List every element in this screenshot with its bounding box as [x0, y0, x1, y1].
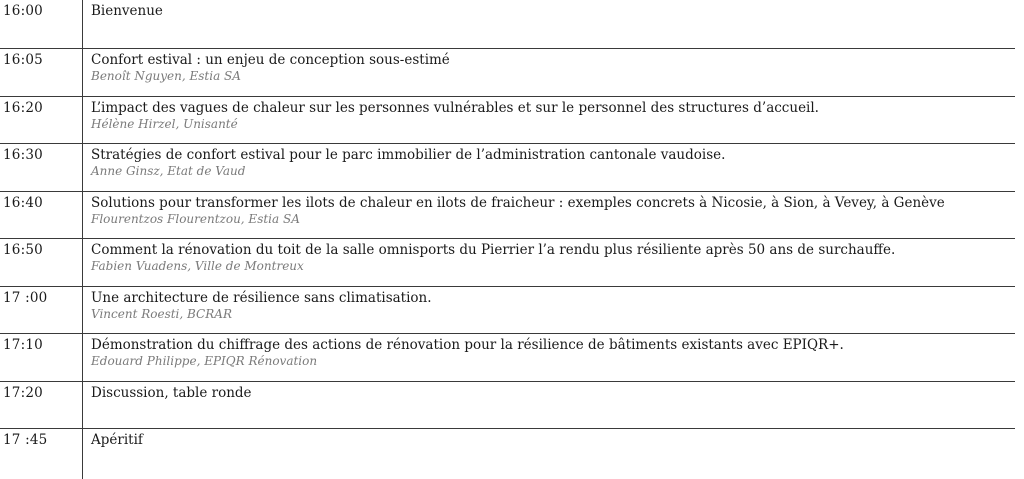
schedule-row: [0, 382, 1015, 430]
session-speaker: Vincent Roesti, BCRAR: [91, 306, 232, 321]
session-speaker: Hélène Hirzel, Unisanté: [91, 116, 238, 131]
session-title: Apéritif: [91, 432, 143, 448]
schedule-row: [0, 0, 1015, 49]
schedule-row: [0, 144, 1015, 192]
session-speaker: Flourentzos Flourentzou, Estia SA: [91, 211, 300, 226]
session-title: Comment la rénovation du toit de la salle omnisports du Pierrier l’a rendu plus résiliente après 50 ans de surchauffe.: [91, 242, 896, 258]
session-title: L’impact des vagues de chaleur sur les personnes vulnérables et sur le personnel des structures d’accueil.: [91, 99, 819, 116]
row-content: [91, 385, 1011, 401]
row-content: [91, 290, 1011, 322]
session-speaker: Anne Ginsz, Etat de Vaud: [91, 164, 246, 178]
row-content: [91, 3, 1011, 19]
schedule-row: [0, 429, 1015, 479]
schedule-row: [0, 97, 1015, 145]
session-title: Confort estival : un enjeu de conception sous-estimé: [91, 52, 450, 68]
row-time: 16:50: [3, 242, 43, 258]
row-content: [91, 52, 1011, 84]
session-speaker: Edouard Philippe, EPIQR Rénovation: [91, 354, 318, 368]
row-time: 17 :45: [3, 432, 48, 448]
schedule-row: [0, 192, 1015, 240]
row-time: 17 :00: [3, 289, 48, 306]
schedule-row: [0, 287, 1015, 335]
row-content: [91, 242, 1011, 274]
schedule-row: [0, 49, 1015, 97]
row-time: 16:40: [3, 194, 43, 211]
row-content: [91, 100, 1011, 132]
row-time: 16:20: [3, 99, 43, 116]
row-content: [91, 432, 1011, 448]
row-content: [91, 337, 1011, 369]
column-divider: [82, 0, 83, 48]
column-divider: [82, 287, 83, 334]
session-title: Une architecture de résilience sans climatisation.: [91, 289, 432, 306]
row-content: [91, 147, 1011, 179]
column-divider: [82, 97, 83, 144]
column-divider: [82, 382, 83, 429]
schedule-row: [0, 334, 1015, 382]
column-divider: [82, 49, 83, 96]
row-content: [91, 195, 1011, 227]
session-title: Bienvenue: [91, 3, 163, 19]
session-title: Démonstration du chiffrage des actions de rénovation pour la résilience de bâtiments existants avec EPIQR+.: [91, 337, 844, 353]
row-time: 16:00: [3, 3, 43, 19]
column-divider: [82, 429, 83, 479]
row-time: 17:10: [3, 337, 43, 353]
schedule-row: [0, 239, 1015, 287]
row-time: 16:30: [3, 147, 43, 163]
column-divider: [82, 239, 83, 286]
session-title: Solutions pour transformer les ilots de chaleur en ilots de fraicheur : exemples concrets à Nicosie, à Sion, à Vevey, à Genève: [91, 194, 945, 211]
session-title: Discussion, table ronde: [91, 384, 252, 401]
session-speaker: Benoît Nguyen, Estia SA: [91, 69, 241, 83]
row-time: 17:20: [3, 384, 43, 401]
row-time: 16:05: [3, 52, 43, 68]
session-title: Stratégies de confort estival pour le parc immobilier de l’administration cantonale vaudoise.: [91, 147, 726, 163]
session-speaker: Fabien Vuadens, Ville de Montreux: [91, 259, 304, 273]
column-divider: [82, 192, 83, 239]
column-divider: [82, 144, 83, 191]
column-divider: [82, 334, 83, 381]
